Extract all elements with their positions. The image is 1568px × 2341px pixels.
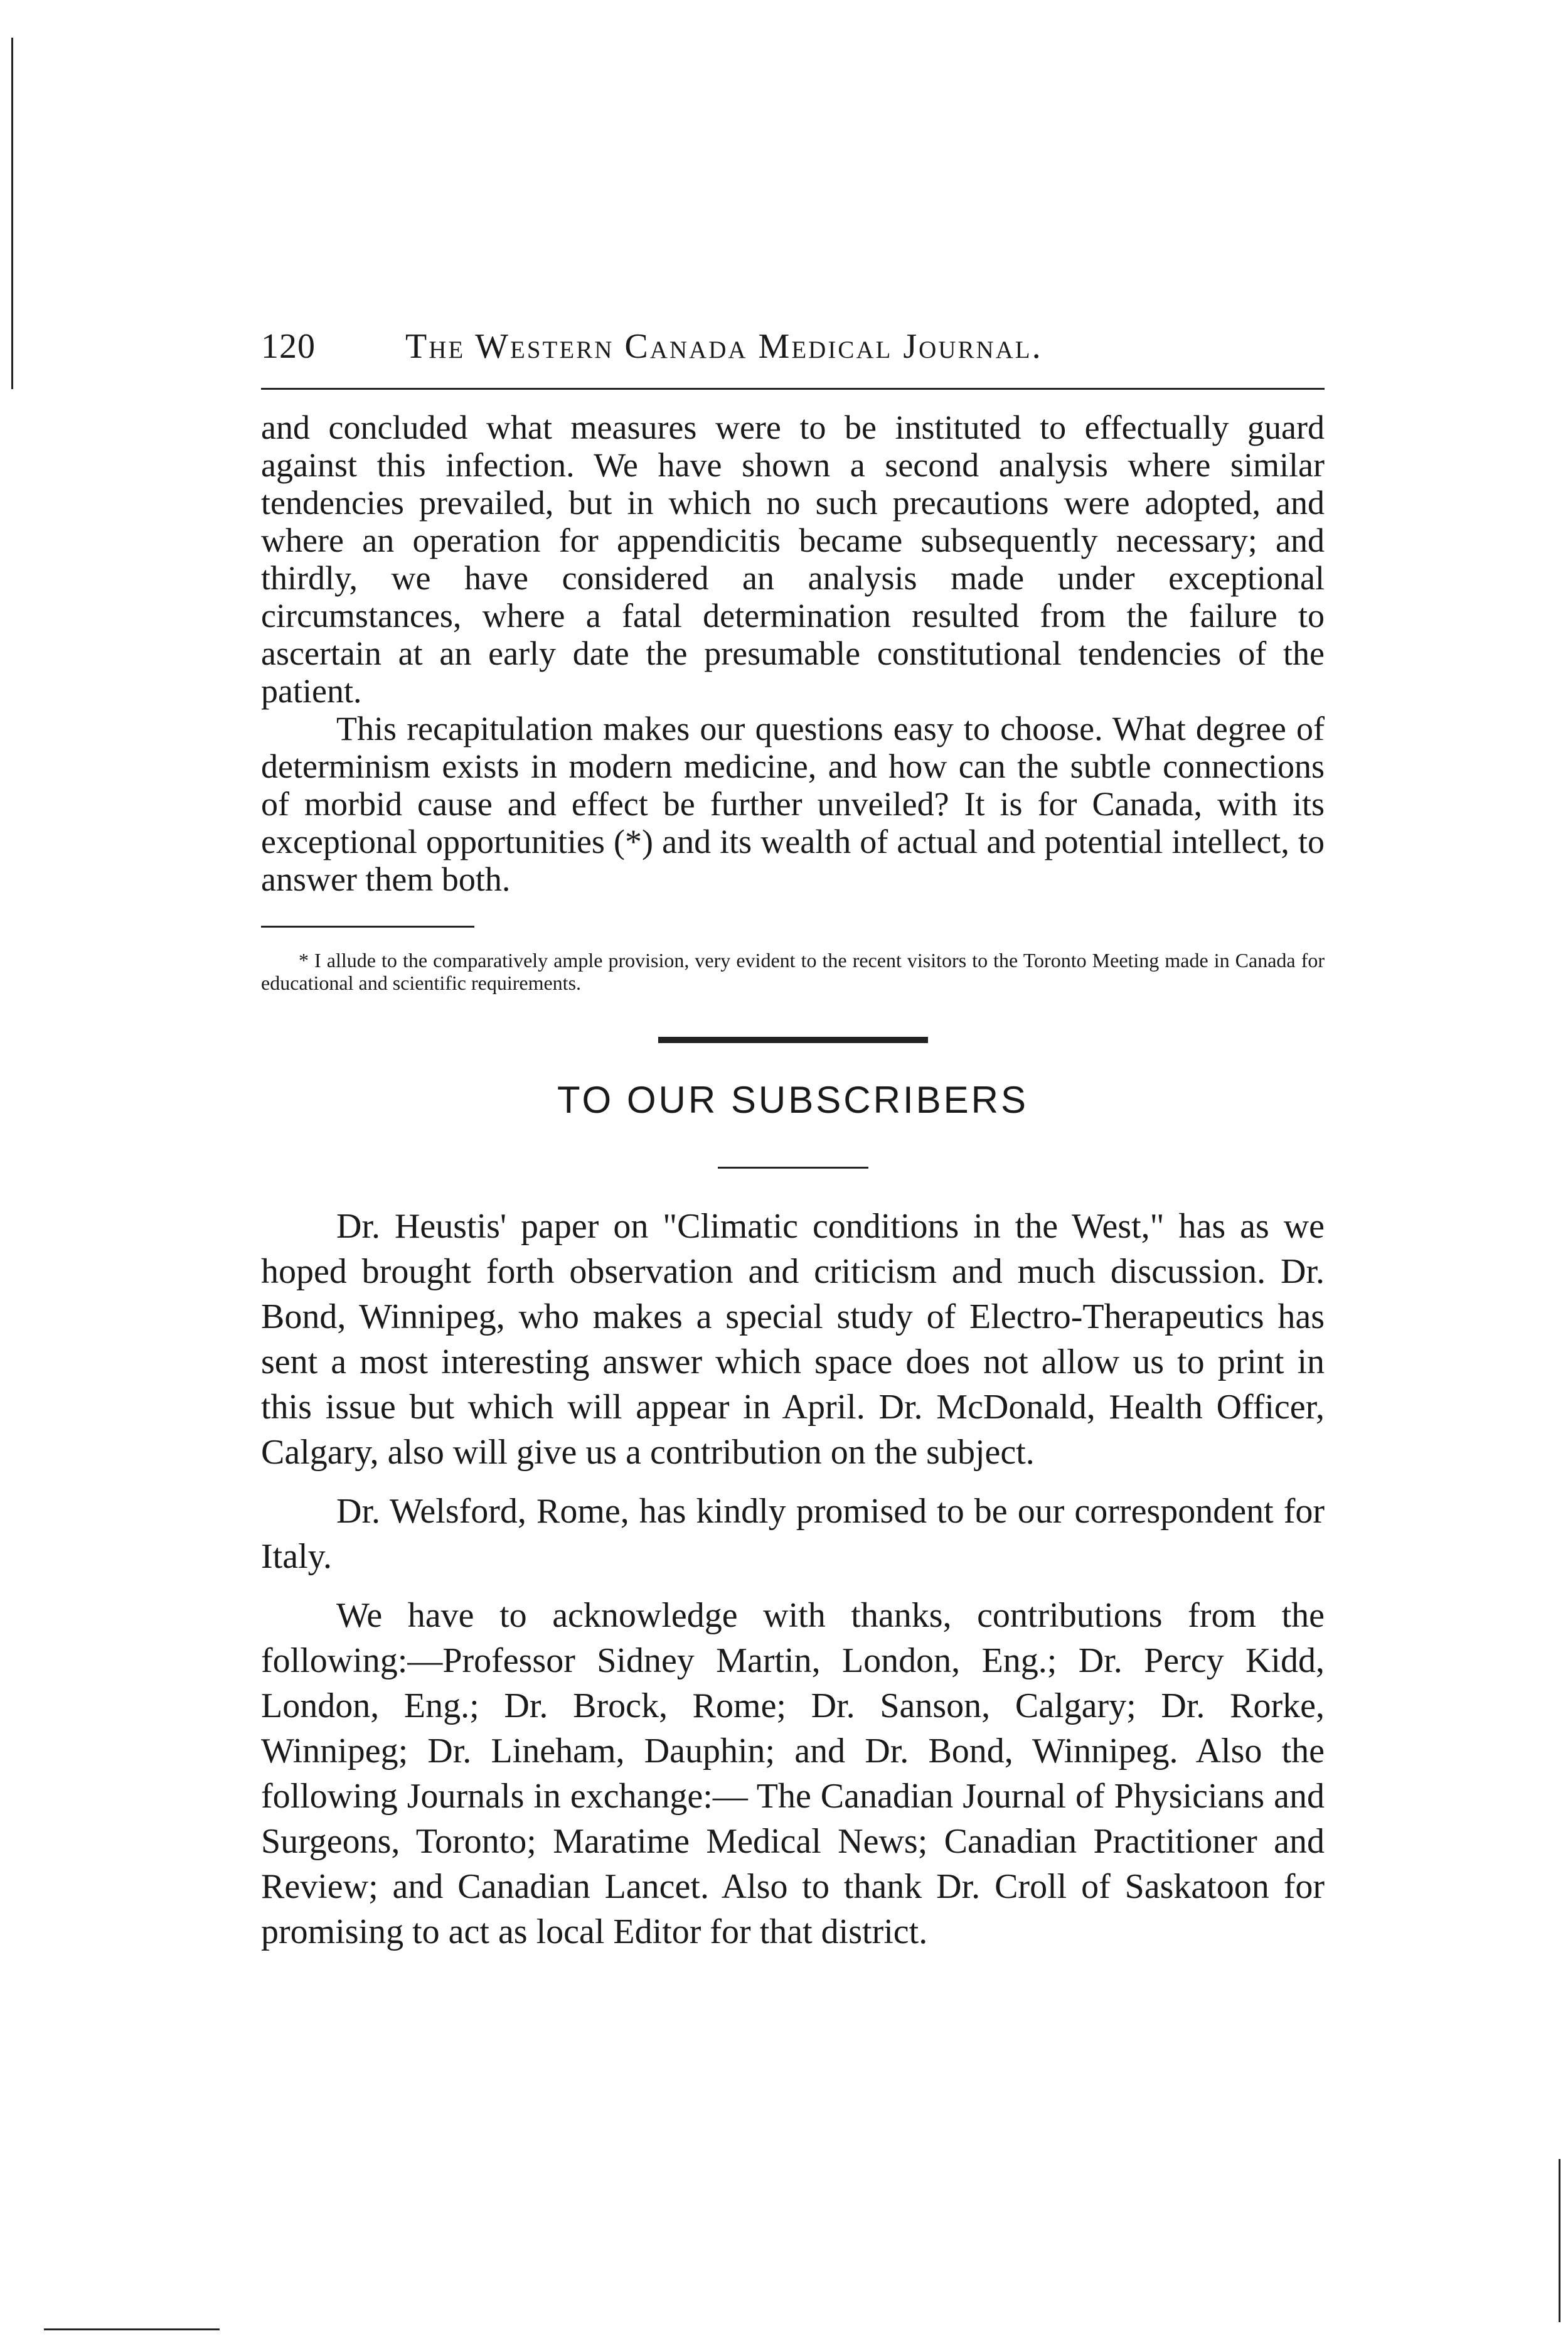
- article-paragraph: This recapitulation makes our questions easy to choose. What degree of determinism exists in modern medicine, and how can the subtle connections of morbid cause and effect be further unveiled? It is for Canada, with its exceptional opportunities (*) and its wealth of actual and potential intellect, to answer them both.: [261, 710, 1325, 898]
- scan-edge-line: [11, 38, 13, 389]
- scan-bottom-rule: [44, 2328, 220, 2330]
- section-separator: [658, 1037, 928, 1043]
- journal-title: The Western Canada Medical Journal.: [405, 327, 1043, 366]
- article-paragraph: and concluded what measures were to be instituted to effectually guard against this infection. We have shown a second analysis where similar tendencies prevailed, but in which no such precautions were adopted, and where an operation for appendicitis became subsequently necessary; and thirdly, we have considered an analysis made under exceptional circumstances, where a fatal determination resulted from the failure to ascertain at an early date the presumable constitutional tendencies of the patient.: [261, 409, 1325, 710]
- journal-page: [261, 326, 1325, 1968]
- section-paragraph: Dr. Heustis' paper on "Climatic conditions in the West," has as we hoped brought forth observation and criticism and much discussion. Dr. Bond, Winnipeg, who makes a special study of Electro-Therapeutics has sent a most interesting answer which space does not allow us to print in this issue but which will appear in April. Dr. McDonald, Health Officer, Calgary, also will give us a contribution on the subject.: [261, 1207, 1325, 1472]
- footnote-rule: [261, 926, 474, 928]
- title-rule: [718, 1167, 868, 1169]
- scan-edge-line: [1559, 2159, 1560, 2322]
- section-body: [261, 1204, 1325, 1954]
- section-paragraph: Dr. Welsford, Rome, has kindly promised to be our correspondent for Italy.: [261, 1492, 1325, 1576]
- running-head: [261, 326, 1325, 367]
- header-rule: [261, 388, 1325, 390]
- footnote: * I allude to the comparatively ample provision, very evident to the recent visitors to the Toronto Meeting made in Canada for educational and scientific requirements.: [261, 949, 1325, 994]
- section-paragraph: We have to acknowledge with thanks, contributions from the following:—Professor Sidney Martin, London, Eng.; Dr. Percy Kidd, London, Eng.; Dr. Brock, Rome; Dr. Sanson, Calgary; Dr. Rorke, Winnipeg; Dr. Lineham, Dauphin; and Dr. Bond, Winnipeg. Also the following Journals in exchange:— The Canadian Journal of Physicians and Surgeons, Toronto; Maratime Medical News; Canadian Practitioner and Review; and Canadian Lancet. Also to thank Dr. Croll of Saskatoon for promising to act as local Editor for that district.: [261, 1596, 1325, 1951]
- page-number: 120: [261, 327, 316, 366]
- section-title: TO OUR SUBSCRIBERS: [557, 1079, 1028, 1121]
